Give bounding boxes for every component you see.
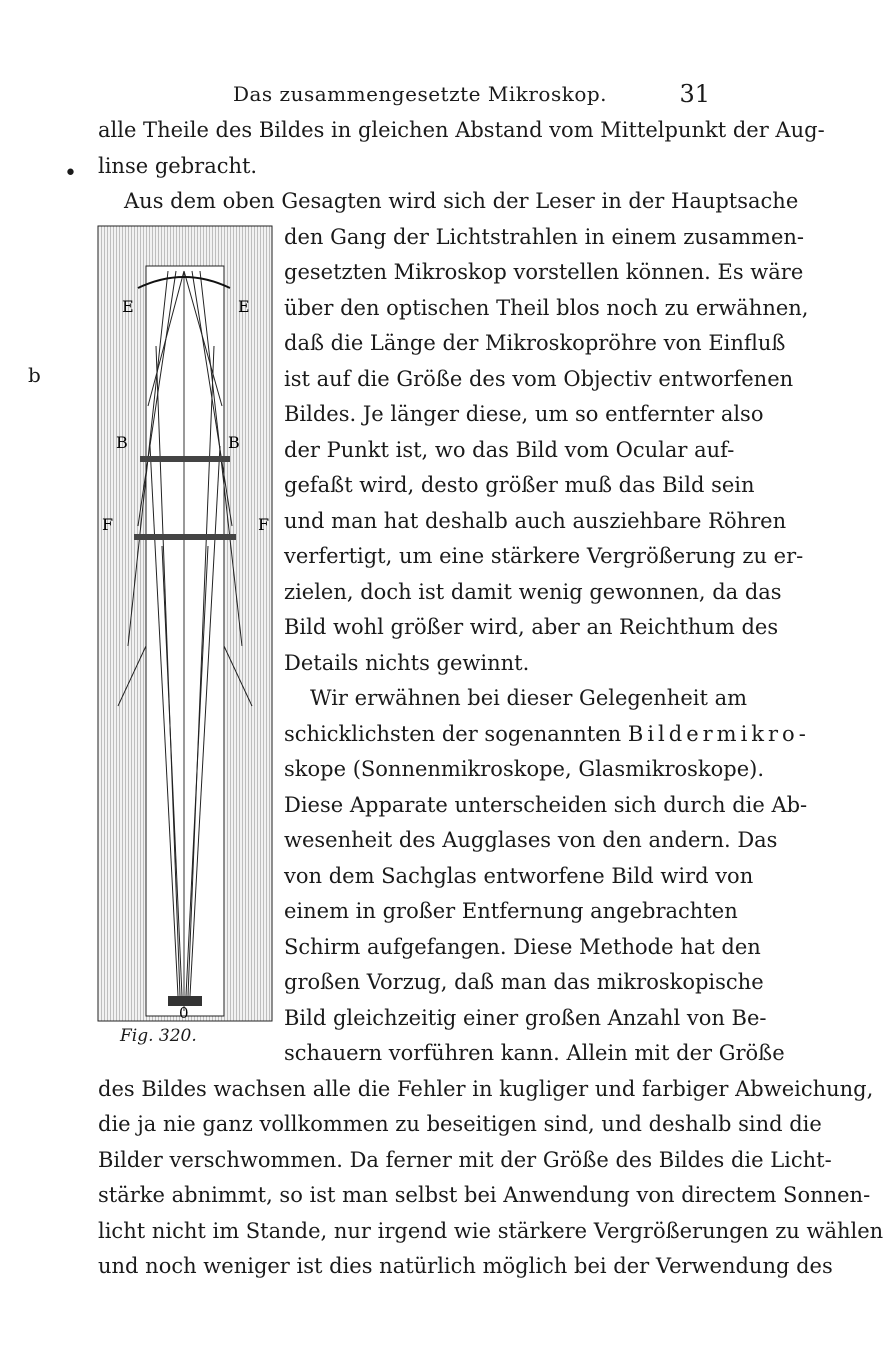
margin-letter-b: b xyxy=(28,363,41,387)
microscope-figure xyxy=(98,226,272,1021)
figure-caption: Fig. 320. xyxy=(120,1026,197,1046)
text-line: ist auf die Größe des vom Objectiv entworfenen xyxy=(284,366,794,391)
text-line: von dem Sachglas entworfene Bild wird von xyxy=(284,863,754,888)
page-number: 31 xyxy=(679,80,710,108)
text-line: des Bildes wachsen alle die Fehler in kugliger und farbiger Abweichung, xyxy=(98,1076,874,1101)
text-line: alle Theile des Bildes in gleichen Abstand vom Mittelpunkt der Aug- xyxy=(98,118,825,142)
text-line: wesenheit des Augglases von den andern. Das xyxy=(284,828,778,852)
text-fragment: schicklichsten der sogenannten xyxy=(284,721,622,746)
paragraph-top xyxy=(98,113,825,220)
text-line: stärke abnimmt, so ist man selbst bei Anwendung von directem Sonnen- xyxy=(98,1183,871,1207)
text-line: und man hat deshalb auch ausziehbare Röhren xyxy=(284,508,787,533)
text-line: linse gebracht. xyxy=(98,153,258,178)
lens-f xyxy=(134,534,236,540)
text-line: und noch weniger ist dies natürlich möglich bei der Verwendung des xyxy=(98,1254,833,1278)
spaced-term: Bildermikro- xyxy=(627,721,810,746)
text-line: skope (Sonnenmikroskope, Glasmikroskope). xyxy=(284,757,765,781)
text-line: der Punkt ist, wo das Bild vom Ocular auf- xyxy=(284,437,735,462)
text-line: Aus dem oben Gesagten wird sich der Leser in der Hauptsache xyxy=(124,189,799,213)
text-line: Details nichts gewinnt. xyxy=(284,650,530,675)
text-line: Bild gleichzeitig einer großen Anzahl von Be- xyxy=(284,1005,767,1030)
text-line: licht nicht im Stande, nur irgend wie stärkere Vergrößerungen zu wählen xyxy=(98,1218,883,1243)
text-line: daß die Länge der Mikroskopröhre von Einfluß xyxy=(284,331,786,355)
text-line: großen Vorzug, daß man das mikroskopische xyxy=(284,970,764,994)
lens-b xyxy=(140,456,230,462)
text-line: gefaßt wird, desto größer muß das Bild sein xyxy=(284,473,755,497)
column-text xyxy=(284,220,810,1072)
margin-bullet: • xyxy=(64,161,77,186)
text-line: Wir erwähnen bei dieser Gelegenheit am xyxy=(310,686,748,710)
text-line: Bild wohl größer wird, aber an Reichthum des xyxy=(284,615,779,639)
text-line: über den optischen Theil blos noch zu erwähnen, xyxy=(284,295,809,320)
text-line xyxy=(284,717,810,753)
text-line: die ja nie ganz vollkommen zu beseitigen sind, und deshalb sind die xyxy=(98,1112,822,1136)
paragraph-bottom xyxy=(98,1072,883,1285)
letter-o: 0 xyxy=(179,1004,189,1022)
text-line: Bildes. Je länger diese, um so entfernter also xyxy=(284,402,764,426)
text-line: verfertigt, um eine stärkere Vergrößerung zu er- xyxy=(284,544,804,568)
letter-f-left: F xyxy=(102,515,114,534)
text-line: den Gang der Lichtstrahlen in einem zusammen- xyxy=(284,224,804,249)
letter-e-left: E xyxy=(122,297,134,316)
text-line: gesetzten Mikroskop vorstellen können. Es wäre xyxy=(284,260,804,284)
text-line: Schirm aufgefangen. Diese Methode hat den xyxy=(284,934,761,959)
letter-e-right: E xyxy=(238,297,250,316)
text-line: schauern vorführen kann. Allein mit der Größe xyxy=(284,1041,785,1065)
text-line: einem in großer Entfernung angebrachten xyxy=(284,899,738,923)
text-line: Bilder verschwommen. Da ferner mit der Größe des Bildes die Licht- xyxy=(98,1147,832,1172)
page-header xyxy=(130,80,710,110)
letter-f-right: F xyxy=(258,515,270,534)
microscope-ray-diagram xyxy=(98,226,272,1021)
running-title: Das zusammengesetzte Mikroskop. xyxy=(232,82,608,106)
letter-b-right: B xyxy=(228,433,240,452)
letter-b-left: B xyxy=(116,433,128,452)
text-line: zielen, doch ist damit wenig gewonnen, da das xyxy=(284,579,782,604)
text-line: Diese Apparate unterscheiden sich durch die Ab- xyxy=(284,792,808,817)
